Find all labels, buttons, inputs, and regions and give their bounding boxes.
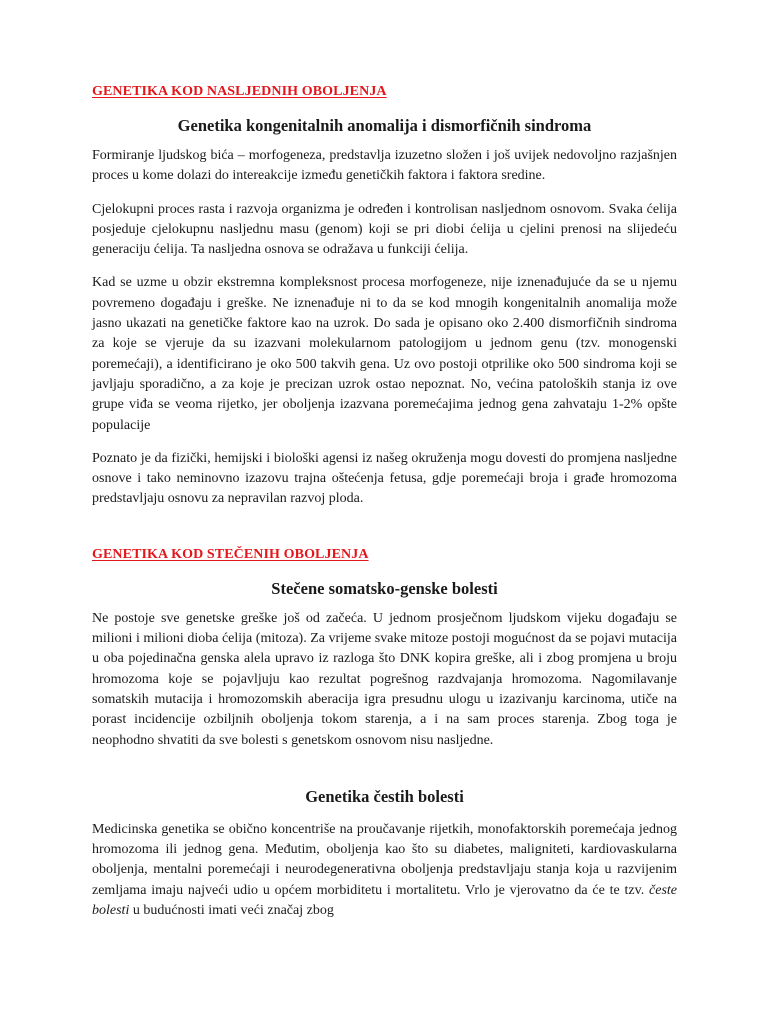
- paragraph-medical-genetics-italic: česte bolesti: [92, 882, 678, 919]
- paragraph-medical-genetics-end: u budućnosti imati veći značaj zbog: [132, 903, 334, 919]
- section-title-acquired: GENETIKA KOD STEČENIH OBOLJENJA: [92, 546, 369, 562]
- subtitle-common-diseases: Genetika čestih bolesti: [305, 786, 464, 806]
- paragraph-growth-process: Cjelokupni proces rasta i razvoja organizma je određen i kontrolisan nasljednom osnovom. Svaka ćelija posjeduje cjelokupnu nasljednu masu (genom) koji se pri diobi ćelija u cjelini prenosi na slijedeću generaciju ćelija. Ta nasljedna osnova se odražava u funkciji ćelija.: [92, 201, 677, 258]
- paragraph-complexity: Kad se uzme u obzir ekstremna kompleksnost procesa morfogeneze, nije iznenađujuće da se u njemu povremeno događaju i greške. Ne iznenađuje ni to da se kod mnogih kongenitalnih anomalija može jasno ukazati na genetičke faktore kao na uzrok. Do sada je opisano oko 2.400 dismorfičnih sindroma za koje se vjeruje da su izazvani molekularnom patologijom u jednom genu (tzv. monogenski poremećaji), a identificirano je oko 500 takvih gena. Uz ovo postoji otprilike oko 500 sindroma koji se javljaju sporadično, a za koje je precizan uzrok ostao nepoznat. No, većina patoloških stanja iz ove grupe viđa se veoma rijetko, jer oboljenja izazvana poremećajima jednog gena zahvataju 1-2% opšte populacije: [92, 275, 677, 433]
- section-title-hereditary: GENETIKA KOD NASLJEDNIH OBOLJENJA: [92, 84, 387, 99]
- paragraph-somatic-mutations: Ne postoje sve genetske greške još od začeća. U jednom prosječnom ljudskom vijeku događaju se milioni i milioni dioba ćelija (mitoza). Za vrijeme svake mitoze postoji mogućnost da se pojavi mutacija u oba pojedinačna genska alela upravo iz razloga što DNK kopira greške, ali i zbog promjena u broju hromozoma koje se pojavljuju kao rezultat pogrešnog razdvajanja hromozoma. Nagomilavanje somatskih mutacija i hromozomskih aberacija igra presudnu ulogu u izazivanju karcinoma, utiče na porast incidencije ozbiljnih oboljenja tokom starenja, a i na sam proces starenja. Zbog toga je neophodno shvatiti da sve bolesti s genetskom osnovom nisu nasljedne.: [92, 610, 677, 748]
- paragraph-environmental-agents: Poznato je da fizički, hemijski i biološki agensi iz našeg okruženja mogu dovesti do promjena nasljedne osnove i tako neminovno izazovu trajna oštećenja fetusa, gdje poremećaji broja i građe hromozoma predstavljaju osnovu za nepravilan razvoj ploda.: [92, 450, 677, 507]
- subtitle-congenital-anomalies: Genetika kongenitalnih anomalija i dismorfičnih sindroma: [177, 116, 592, 135]
- subtitle-somatic-genetic: Stečene somatsko-genske bolesti: [271, 578, 498, 598]
- document-page: [92, 84, 677, 921]
- paragraph-medical-genetics: [92, 820, 677, 921]
- paragraph-morphogenesis: Formiranje ljudskog bića – morfogeneza, predstavlja izuzetno složen i još uvijek nedovoljno razjašnjen proces u kome dolazi do intereakcije između genetičkih faktora i faktora sredine.: [92, 148, 677, 184]
- paragraph-medical-genetics-start: Medicinska genetika se obično koncentriše na proučavanje rijetkih, monofaktorskih poremećaja jednog hromozoma ili jednog gena. Međutim, oboljenja kao što su diabetes, maligniteti, kardiovaskularna oboljenja, mentalni poremećaji i neurodegenerativna oboljenja predstavljaju stanja koja u razvijenim zemljama imaju najveći udio u općem morbiditetu i mortalitetu. Vrlo je vjerovatno da će te tzv.: [92, 821, 677, 898]
